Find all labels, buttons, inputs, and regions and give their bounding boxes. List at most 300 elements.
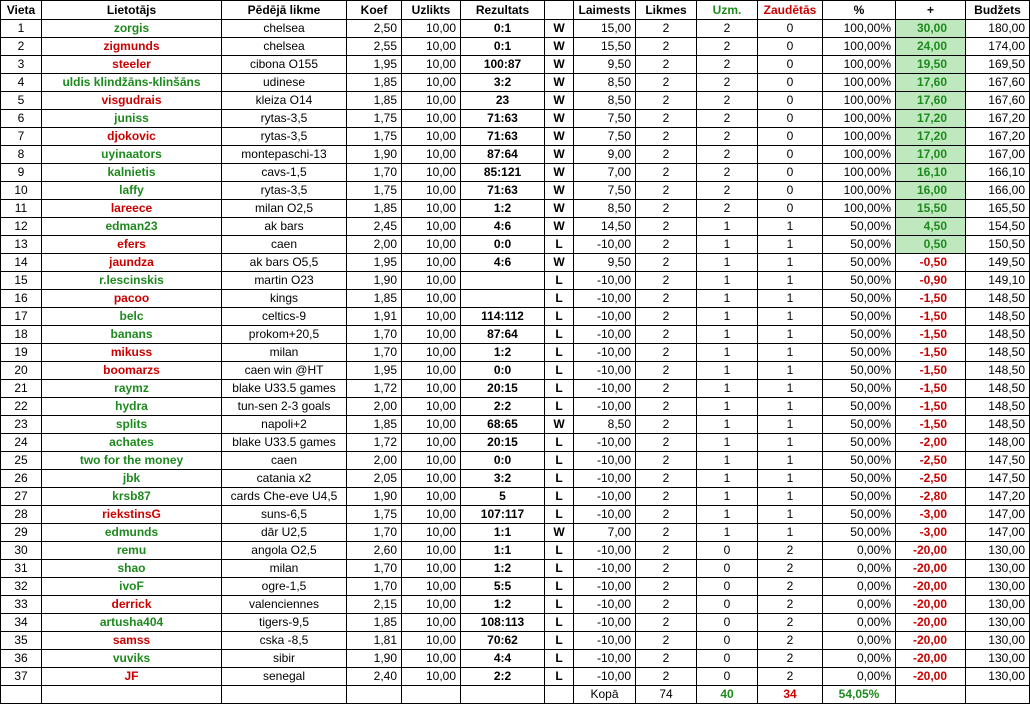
cell-last-bet: senegal xyxy=(222,668,347,686)
cell-won: 1 xyxy=(697,218,758,236)
cell-result: 1:1 xyxy=(461,524,545,542)
cell-user: banans xyxy=(42,326,222,344)
cell-lost: 0 xyxy=(758,164,823,182)
cell-odds: 1,70 xyxy=(347,560,402,578)
cell-result: 2:2 xyxy=(461,398,545,416)
cell-user: krsb87 xyxy=(42,488,222,506)
cell-won: 0 xyxy=(697,560,758,578)
cell-place: 34 xyxy=(1,614,42,632)
cell-percent: 50,00% xyxy=(823,452,896,470)
cell-user: jaundza xyxy=(42,254,222,272)
cell-place: 14 xyxy=(1,254,42,272)
cell-outcome: W xyxy=(545,56,574,74)
cell-place: 15 xyxy=(1,272,42,290)
cell-outcome: L xyxy=(545,650,574,668)
cell-stake: 10,00 xyxy=(402,110,461,128)
cell-plus: 4,50 xyxy=(896,218,966,236)
cell-winnings: -10,00 xyxy=(574,578,636,596)
cell-lost: 1 xyxy=(758,218,823,236)
cell-winnings: -10,00 xyxy=(574,560,636,578)
cell-plus: -20,00 xyxy=(896,542,966,560)
cell-outcome: W xyxy=(545,110,574,128)
cell-user: laffy xyxy=(42,182,222,200)
totals-percent: 54,05% xyxy=(823,686,896,704)
cell-stake: 10,00 xyxy=(402,56,461,74)
cell-user: artusha404 xyxy=(42,614,222,632)
cell-stake: 10,00 xyxy=(402,488,461,506)
cell-percent: 0,00% xyxy=(823,632,896,650)
cell-bets: 2 xyxy=(636,272,697,290)
cell-won: 2 xyxy=(697,182,758,200)
cell-result: 0:0 xyxy=(461,452,545,470)
cell-lost: 1 xyxy=(758,452,823,470)
cell-bets: 2 xyxy=(636,398,697,416)
cell-bets: 2 xyxy=(636,506,697,524)
cell-place: 35 xyxy=(1,632,42,650)
cell-outcome: L xyxy=(545,668,574,686)
cell-budget: 150,50 xyxy=(966,236,1030,254)
cell-odds: 2,00 xyxy=(347,398,402,416)
cell-plus: -20,00 xyxy=(896,668,966,686)
cell-last-bet: ak bars xyxy=(222,218,347,236)
cell-place: 36 xyxy=(1,650,42,668)
cell-plus: -1,50 xyxy=(896,326,966,344)
cell-won: 0 xyxy=(697,668,758,686)
cell-place: 7 xyxy=(1,128,42,146)
cell-bets: 2 xyxy=(636,200,697,218)
table-row xyxy=(1,200,1030,218)
cell-percent: 100,00% xyxy=(823,56,896,74)
cell-outcome: L xyxy=(545,434,574,452)
cell-lost: 2 xyxy=(758,632,823,650)
table-row xyxy=(1,452,1030,470)
cell-stake: 10,00 xyxy=(402,650,461,668)
table-row xyxy=(1,380,1030,398)
cell-lost: 0 xyxy=(758,110,823,128)
cell-last-bet: rytas-3,5 xyxy=(222,110,347,128)
cell-plus: -2,50 xyxy=(896,452,966,470)
cell-stake: 10,00 xyxy=(402,506,461,524)
cell-budget: 167,60 xyxy=(966,74,1030,92)
cell-percent: 100,00% xyxy=(823,200,896,218)
cell-plus: 30,00 xyxy=(896,20,966,38)
cell-place: 18 xyxy=(1,326,42,344)
cell-lost: 2 xyxy=(758,578,823,596)
cell-stake: 10,00 xyxy=(402,272,461,290)
cell-won: 2 xyxy=(697,146,758,164)
cell-stake: 10,00 xyxy=(402,236,461,254)
cell-winnings: 15,50 xyxy=(574,38,636,56)
cell-place: 32 xyxy=(1,578,42,596)
cell-outcome: L xyxy=(545,362,574,380)
cell-bets: 2 xyxy=(636,380,697,398)
cell-user: uyinaators xyxy=(42,146,222,164)
cell-outcome: W xyxy=(545,92,574,110)
cell-last-bet: milan xyxy=(222,560,347,578)
cell-bets: 2 xyxy=(636,596,697,614)
cell-plus: -20,00 xyxy=(896,650,966,668)
cell-lost: 0 xyxy=(758,182,823,200)
cell-lost: 0 xyxy=(758,38,823,56)
cell-odds: 1,90 xyxy=(347,650,402,668)
cell-outcome: L xyxy=(545,326,574,344)
cell-stake: 10,00 xyxy=(402,416,461,434)
cell-stake: 10,00 xyxy=(402,290,461,308)
cell-result: 1:1 xyxy=(461,542,545,560)
cell-odds: 1,90 xyxy=(347,488,402,506)
cell-user: edmunds xyxy=(42,524,222,542)
cell-percent: 50,00% xyxy=(823,380,896,398)
cell-bets: 2 xyxy=(636,56,697,74)
cell-won: 1 xyxy=(697,344,758,362)
cell-user: visgudrais xyxy=(42,92,222,110)
cell-winnings: -10,00 xyxy=(574,650,636,668)
cell-last-bet: cavs-1,5 xyxy=(222,164,347,182)
cell-place: 1 xyxy=(1,20,42,38)
cell-won: 1 xyxy=(697,326,758,344)
cell-budget: 130,00 xyxy=(966,578,1030,596)
cell-outcome: L xyxy=(545,236,574,254)
cell-stake: 10,00 xyxy=(402,434,461,452)
cell-odds: 2,45 xyxy=(347,218,402,236)
cell-plus: 17,20 xyxy=(896,128,966,146)
cell-stake: 10,00 xyxy=(402,344,461,362)
cell-percent: 50,00% xyxy=(823,326,896,344)
cell-result: 3:2 xyxy=(461,470,545,488)
cell-percent: 100,00% xyxy=(823,92,896,110)
cell-bets: 2 xyxy=(636,542,697,560)
cell-plus: 17,20 xyxy=(896,110,966,128)
cell-last-bet: montepaschi-13 xyxy=(222,146,347,164)
cell-result: 87:64 xyxy=(461,146,545,164)
cell-percent: 50,00% xyxy=(823,398,896,416)
cell-won: 1 xyxy=(697,488,758,506)
header-last-bet: Pēdējā likme xyxy=(222,1,347,20)
cell-outcome: L xyxy=(545,542,574,560)
cell-lost: 1 xyxy=(758,290,823,308)
cell-odds: 1,72 xyxy=(347,434,402,452)
cell-odds: 1,85 xyxy=(347,74,402,92)
cell-plus: -0,50 xyxy=(896,254,966,272)
cell-bets: 2 xyxy=(636,578,697,596)
cell-user: juniss xyxy=(42,110,222,128)
cell-last-bet: dār U2,5 xyxy=(222,524,347,542)
cell-bets: 2 xyxy=(636,308,697,326)
cell-lost: 1 xyxy=(758,272,823,290)
table-row xyxy=(1,560,1030,578)
cell-last-bet: sibir xyxy=(222,650,347,668)
cell-budget: 169,50 xyxy=(966,56,1030,74)
cell-last-bet: caen xyxy=(222,452,347,470)
cell-bets: 2 xyxy=(636,128,697,146)
cell-won: 2 xyxy=(697,74,758,92)
cell-stake: 10,00 xyxy=(402,182,461,200)
cell-plus: -2,50 xyxy=(896,470,966,488)
cell-won: 0 xyxy=(697,596,758,614)
cell-odds: 1,72 xyxy=(347,380,402,398)
cell-won: 2 xyxy=(697,128,758,146)
cell-result: 71:63 xyxy=(461,128,545,146)
cell-won: 1 xyxy=(697,362,758,380)
cell-result: 114:112 xyxy=(461,308,545,326)
table-row xyxy=(1,110,1030,128)
cell-last-bet: milan xyxy=(222,344,347,362)
cell-stake: 10,00 xyxy=(402,308,461,326)
cell-user: ivoF xyxy=(42,578,222,596)
cell-last-bet: tigers-9,5 xyxy=(222,614,347,632)
cell-budget: 148,50 xyxy=(966,344,1030,362)
cell-percent: 50,00% xyxy=(823,290,896,308)
cell-won: 2 xyxy=(697,20,758,38)
cell-odds: 1,81 xyxy=(347,632,402,650)
table-row xyxy=(1,524,1030,542)
cell-outcome: W xyxy=(545,524,574,542)
cell-winnings: -10,00 xyxy=(574,344,636,362)
cell-bets: 2 xyxy=(636,218,697,236)
cell-winnings: -10,00 xyxy=(574,488,636,506)
cell-budget: 130,00 xyxy=(966,542,1030,560)
cell-winnings: 7,50 xyxy=(574,128,636,146)
cell-user: uldis klindžāns-klinšāns xyxy=(42,74,222,92)
table-row xyxy=(1,596,1030,614)
cell-odds: 1,85 xyxy=(347,290,402,308)
cell-won: 0 xyxy=(697,650,758,668)
cell-result: 1:2 xyxy=(461,596,545,614)
cell-user: djokovic xyxy=(42,128,222,146)
cell-plus: -1,50 xyxy=(896,308,966,326)
cell-lost: 1 xyxy=(758,506,823,524)
cell-lost: 1 xyxy=(758,254,823,272)
cell-bets: 2 xyxy=(636,470,697,488)
cell-odds: 1,91 xyxy=(347,308,402,326)
cell-user: JF xyxy=(42,668,222,686)
cell-budget: 148,00 xyxy=(966,434,1030,452)
cell-place: 37 xyxy=(1,668,42,686)
cell-outcome: L xyxy=(545,560,574,578)
cell-stake: 10,00 xyxy=(402,632,461,650)
cell-last-bet: suns-6,5 xyxy=(222,506,347,524)
cell-stake: 10,00 xyxy=(402,164,461,182)
cell-last-bet: tun-sen 2-3 goals xyxy=(222,398,347,416)
cell-winnings: -10,00 xyxy=(574,614,636,632)
cell-lost: 1 xyxy=(758,308,823,326)
cell-result: 108:113 xyxy=(461,614,545,632)
cell-bets: 2 xyxy=(636,344,697,362)
totals-empty xyxy=(1,686,42,704)
cell-stake: 10,00 xyxy=(402,380,461,398)
cell-winnings: 8,50 xyxy=(574,200,636,218)
cell-stake: 10,00 xyxy=(402,200,461,218)
table-row xyxy=(1,128,1030,146)
cell-winnings: -10,00 xyxy=(574,596,636,614)
cell-won: 0 xyxy=(697,578,758,596)
cell-odds: 2,60 xyxy=(347,542,402,560)
cell-last-bet: milan O2,5 xyxy=(222,200,347,218)
cell-stake: 10,00 xyxy=(402,470,461,488)
table-row xyxy=(1,578,1030,596)
table-row xyxy=(1,614,1030,632)
cell-budget: 167,20 xyxy=(966,128,1030,146)
cell-percent: 100,00% xyxy=(823,182,896,200)
cell-won: 1 xyxy=(697,434,758,452)
table-row xyxy=(1,362,1030,380)
table-row xyxy=(1,326,1030,344)
cell-user: boomarzs xyxy=(42,362,222,380)
cell-stake: 10,00 xyxy=(402,218,461,236)
cell-result: 23 xyxy=(461,92,545,110)
cell-budget: 148,50 xyxy=(966,380,1030,398)
cell-winnings: 7,00 xyxy=(574,524,636,542)
cell-lost: 2 xyxy=(758,560,823,578)
cell-stake: 10,00 xyxy=(402,128,461,146)
cell-plus: -20,00 xyxy=(896,632,966,650)
table-row xyxy=(1,272,1030,290)
cell-bets: 2 xyxy=(636,650,697,668)
cell-percent: 50,00% xyxy=(823,254,896,272)
cell-outcome: W xyxy=(545,218,574,236)
table-row xyxy=(1,236,1030,254)
cell-percent: 50,00% xyxy=(823,308,896,326)
cell-winnings: -10,00 xyxy=(574,380,636,398)
cell-winnings: -10,00 xyxy=(574,632,636,650)
cell-won: 1 xyxy=(697,506,758,524)
cell-percent: 50,00% xyxy=(823,434,896,452)
cell-outcome: L xyxy=(545,596,574,614)
cell-percent: 0,00% xyxy=(823,542,896,560)
table-row xyxy=(1,218,1030,236)
cell-place: 11 xyxy=(1,200,42,218)
cell-plus: 0,50 xyxy=(896,236,966,254)
cell-budget: 148,50 xyxy=(966,308,1030,326)
cell-lost: 2 xyxy=(758,542,823,560)
cell-lost: 1 xyxy=(758,344,823,362)
cell-odds: 1,75 xyxy=(347,110,402,128)
cell-result: 1:2 xyxy=(461,560,545,578)
cell-won: 1 xyxy=(697,380,758,398)
cell-result: 4:6 xyxy=(461,218,545,236)
cell-outcome: L xyxy=(545,506,574,524)
totals-lost: 34 xyxy=(758,686,823,704)
cell-outcome: L xyxy=(545,632,574,650)
cell-last-bet: rytas-3,5 xyxy=(222,128,347,146)
table-row xyxy=(1,344,1030,362)
cell-percent: 100,00% xyxy=(823,38,896,56)
cell-bets: 2 xyxy=(636,488,697,506)
cell-place: 25 xyxy=(1,452,42,470)
cell-lost: 2 xyxy=(758,650,823,668)
cell-odds: 1,70 xyxy=(347,344,402,362)
cell-bets: 2 xyxy=(636,614,697,632)
cell-user: raymz xyxy=(42,380,222,398)
cell-place: 6 xyxy=(1,110,42,128)
cell-odds: 1,90 xyxy=(347,272,402,290)
cell-lost: 0 xyxy=(758,56,823,74)
cell-budget: 180,00 xyxy=(966,20,1030,38)
cell-user: steeler xyxy=(42,56,222,74)
cell-stake: 10,00 xyxy=(402,74,461,92)
cell-percent: 0,00% xyxy=(823,668,896,686)
table-row xyxy=(1,506,1030,524)
cell-stake: 10,00 xyxy=(402,398,461,416)
cell-odds: 2,50 xyxy=(347,20,402,38)
cell-bets: 2 xyxy=(636,632,697,650)
cell-winnings: 9,00 xyxy=(574,146,636,164)
cell-lost: 1 xyxy=(758,380,823,398)
cell-stake: 10,00 xyxy=(402,668,461,686)
cell-outcome: L xyxy=(545,344,574,362)
cell-odds: 2,00 xyxy=(347,236,402,254)
totals-label: Kopā xyxy=(574,686,636,704)
cell-outcome: W xyxy=(545,200,574,218)
cell-stake: 10,00 xyxy=(402,146,461,164)
cell-last-bet: blake U33.5 games xyxy=(222,380,347,398)
cell-odds: 1,85 xyxy=(347,614,402,632)
cell-outcome: L xyxy=(545,614,574,632)
cell-lost: 1 xyxy=(758,236,823,254)
table-row xyxy=(1,668,1030,686)
header-budget: Budžets xyxy=(966,1,1030,20)
cell-bets: 2 xyxy=(636,290,697,308)
cell-odds: 1,75 xyxy=(347,182,402,200)
cell-bets: 2 xyxy=(636,254,697,272)
cell-result: 0:0 xyxy=(461,362,545,380)
cell-winnings: -10,00 xyxy=(574,272,636,290)
cell-won: 2 xyxy=(697,200,758,218)
cell-user: shao xyxy=(42,560,222,578)
cell-result: 0:1 xyxy=(461,38,545,56)
header-user: Lietotājs xyxy=(42,1,222,20)
cell-plus: -1,50 xyxy=(896,380,966,398)
cell-plus: -20,00 xyxy=(896,596,966,614)
table-row xyxy=(1,38,1030,56)
cell-result: 1:2 xyxy=(461,200,545,218)
cell-outcome: L xyxy=(545,290,574,308)
cell-place: 30 xyxy=(1,542,42,560)
cell-result: 1:2 xyxy=(461,344,545,362)
cell-percent: 0,00% xyxy=(823,650,896,668)
cell-odds: 1,70 xyxy=(347,164,402,182)
cell-odds: 1,75 xyxy=(347,506,402,524)
cell-bets: 2 xyxy=(636,182,697,200)
cell-plus: 15,50 xyxy=(896,200,966,218)
cell-result: 87:64 xyxy=(461,326,545,344)
cell-place: 8 xyxy=(1,146,42,164)
cell-plus: -2,80 xyxy=(896,488,966,506)
table-row xyxy=(1,164,1030,182)
cell-budget: 166,00 xyxy=(966,182,1030,200)
cell-result: 3:2 xyxy=(461,74,545,92)
cell-place: 2 xyxy=(1,38,42,56)
cell-winnings: -10,00 xyxy=(574,362,636,380)
cell-outcome: W xyxy=(545,254,574,272)
cell-place: 16 xyxy=(1,290,42,308)
cell-won: 0 xyxy=(697,542,758,560)
header-odds: Koef xyxy=(347,1,402,20)
table-row xyxy=(1,308,1030,326)
cell-last-bet: kings xyxy=(222,290,347,308)
cell-odds: 1,85 xyxy=(347,200,402,218)
cell-last-bet: catania x2 xyxy=(222,470,347,488)
cell-won: 1 xyxy=(697,254,758,272)
cell-user: edman23 xyxy=(42,218,222,236)
cell-lost: 1 xyxy=(758,398,823,416)
cell-user: kalnietis xyxy=(42,164,222,182)
cell-won: 2 xyxy=(697,110,758,128)
cell-plus: 16,10 xyxy=(896,164,966,182)
totals-empty xyxy=(402,686,461,704)
cell-outcome: W xyxy=(545,416,574,434)
cell-percent: 50,00% xyxy=(823,218,896,236)
